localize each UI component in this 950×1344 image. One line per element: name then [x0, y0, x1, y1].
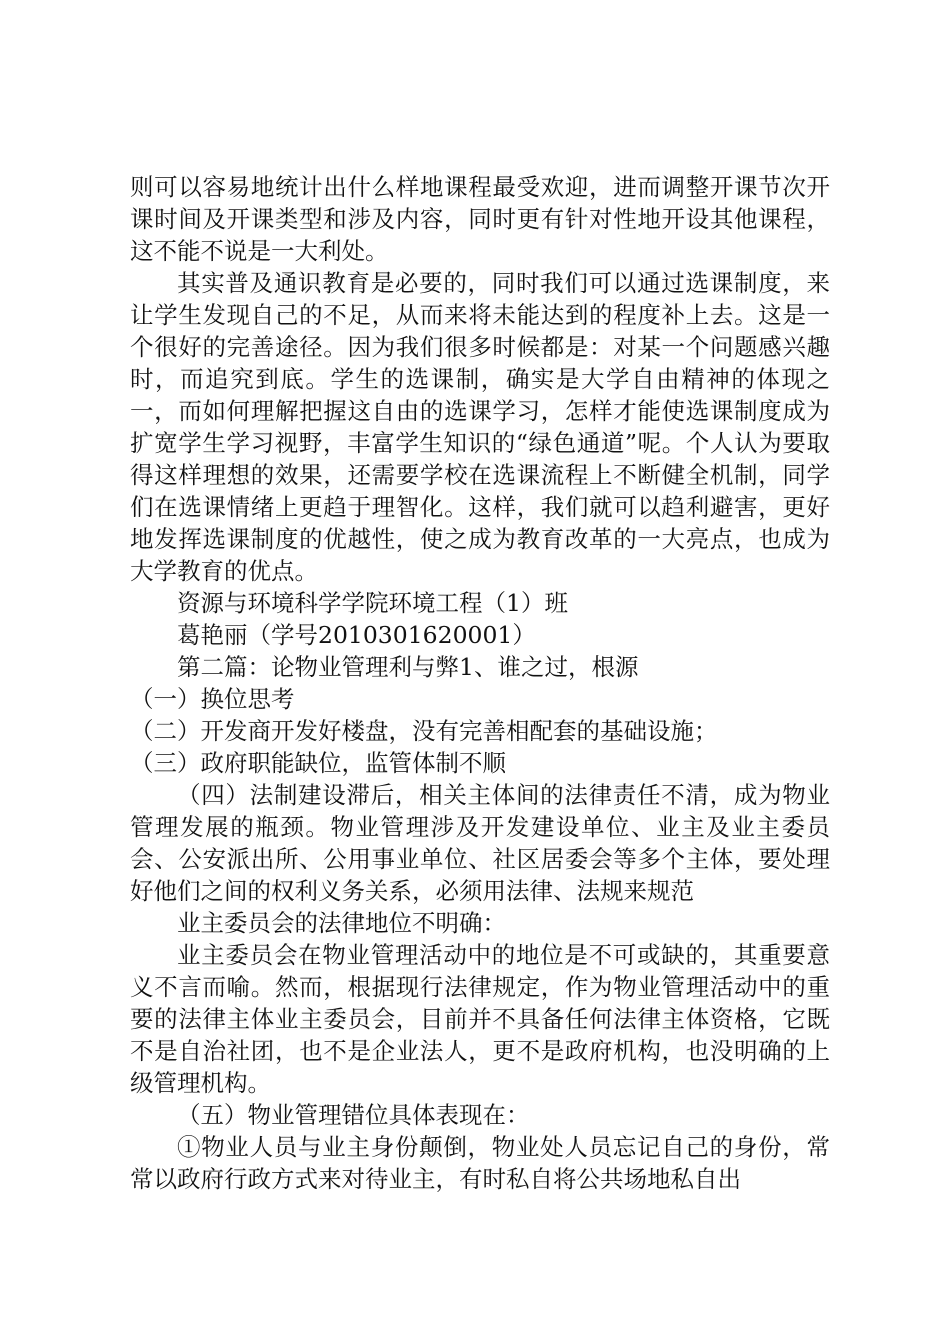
list-item-4: （四）法制建设滞后，相关主体间的法律责任不清，成为物业管理发展的瓶颈。物业管理涉及开发建设单位、业主及业主委员会、公安派出所、公用事业单位、社区居委会等多个主体，要处理好他们之间的权利义务关系，必须用法律、法规来规范	[130, 781, 830, 905]
document-body	[130, 171, 830, 1195]
author-name: 葛艳丽（学号2010301620001）	[177, 621, 536, 649]
section-title: 第二篇：论物业管理利与弊1、谁之过，根源	[177, 653, 639, 681]
paragraph-misplacement: ①物业人员与业主身份颠倒，物业处人员忘记自己的身份，常常以政府行政方式来对待业主，有时私自将公共场地私自出	[130, 1133, 830, 1193]
paragraph-1: 则可以容易地统计出什么样地课程最受欢迎，进而调整开课节次开课时间及开课类型和涉及内容，同时更有针对性地开设其他课程，这不能不说是一大利处。	[130, 173, 830, 265]
list-item-1: （一）换位思考	[130, 685, 295, 713]
subheading-owners-committee: 业主委员会的法律地位不明确：	[177, 909, 506, 937]
list-item-3: （三）政府职能缺位，监管体制不顺	[130, 749, 506, 777]
list-item-2: （二）开发商开发好楼盘，没有完善相配套的基础设施；	[130, 717, 718, 745]
paragraph-2: 其实普及通识教育是必要的，同时我们可以通过选课制度，来让学生发现自己的不足，从而来将未能达到的程度补上去。这是一个很好的完善途径。因为我们很多时候都是：对某一个问题感兴趣时，而追究到底。学生的选课制，确实是大学自由精神的体现之一，而如何理解把握这自由的选课学习，怎样才能使选课制度成为扩宽学生学习视野，丰富学生知识的“绿色通道”呢。个人认为要取得这样理想的效果，还需要学校在选课流程上不断健全机制，同学们在选课情绪上更趋于理智化。这样，我们就可以趋利避害，更好地发挥选课制度的优越性，使之成为教育改革的一大亮点，也成为大学教育的优点。	[130, 269, 830, 585]
paragraph-owners-committee: 业主委员会在物业管理活动中的地位是不可或缺的，其重要意义不言而喻。然而，根据现行法律规定，作为物业管理活动中的重要的法律主体业主委员会，目前并不具备任何法律主体资格，它既不是自治社团，也不是企业法人，更不是政府机构，也没明确的上级管理机构。	[130, 941, 830, 1097]
list-item-5: （五）物业管理错位具体表现在：	[177, 1101, 530, 1129]
author-department: 资源与环境科学学院环境工程（1）班	[177, 589, 568, 617]
